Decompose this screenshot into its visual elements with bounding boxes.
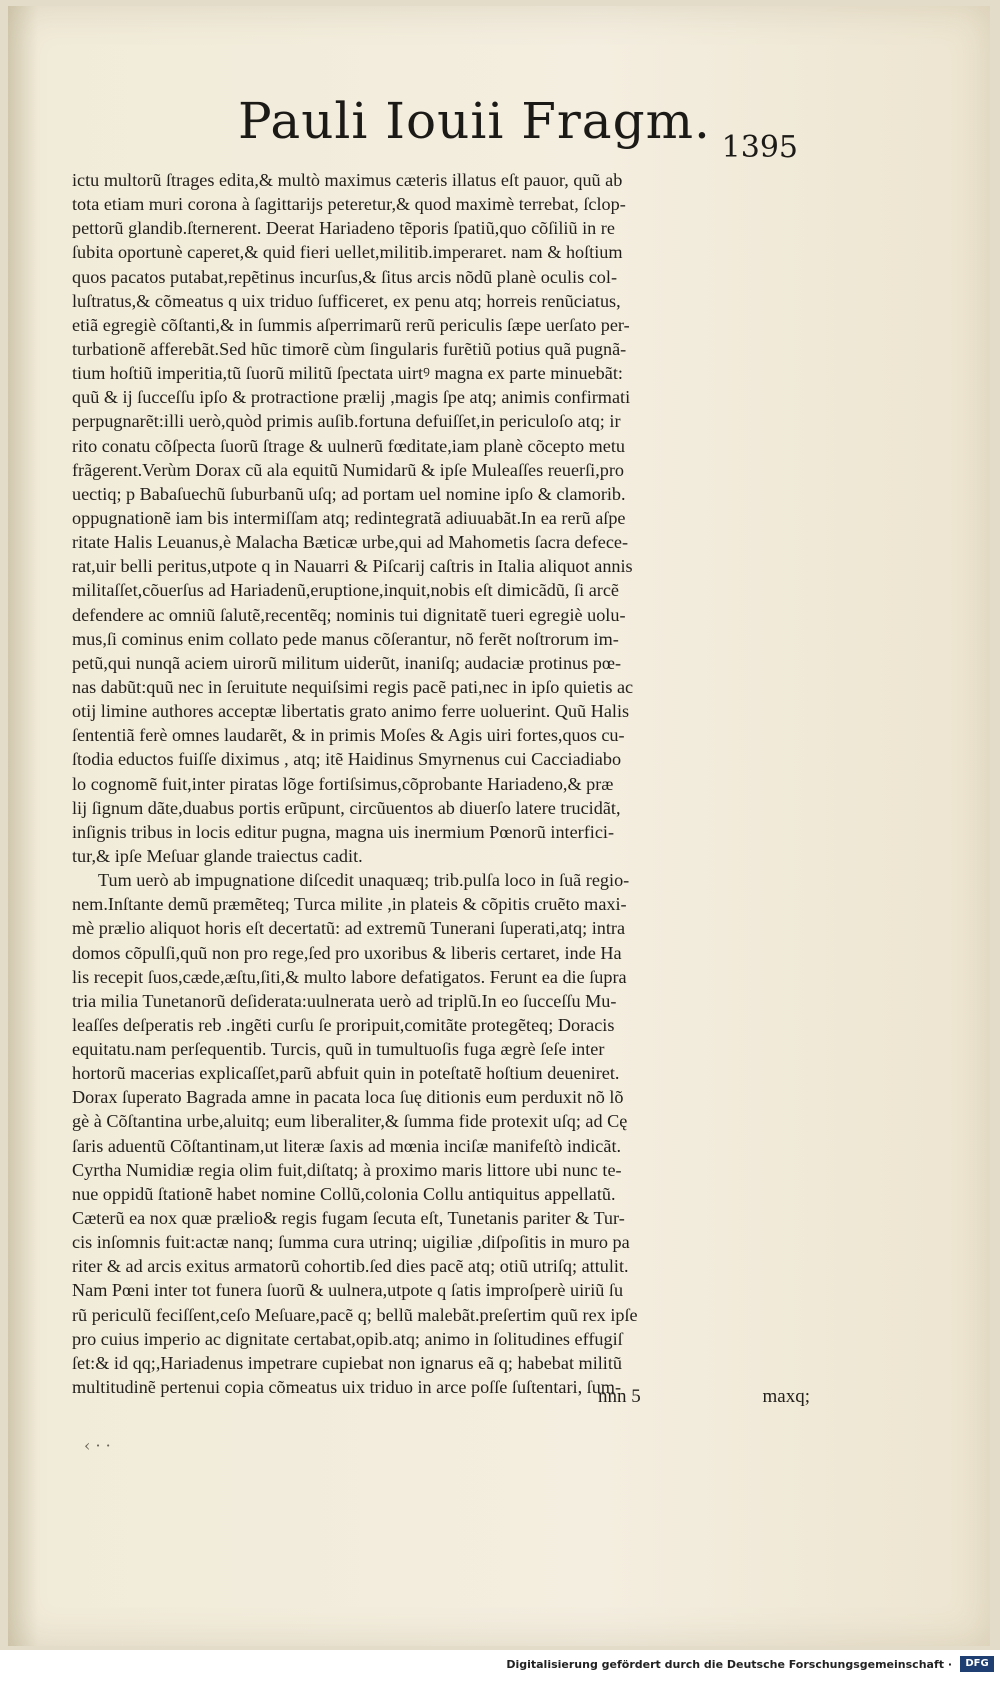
text-line: cis inſomnis fuit:actæ nanq; ſumma cura utrinq; uigiliæ ,diſpoſitis in muro pa	[72, 1232, 630, 1253]
text-line: gè à Cõſtantina urbe,aluitq; eum liberaliter,& ſumma fide protexit uſq; ad Cę	[72, 1111, 628, 1132]
text-line: Dorax ſuperato Bagrada amne in pacata loca ſuę ditionis eum perduxit nõ lõ	[72, 1087, 624, 1108]
text-line: rito conatu cõſpecta ſuorũ ſtrage & uulnerũ fœditate,iam planè cõcepto metu	[72, 435, 625, 456]
text-line: lo cognomẽ fuit,inter piratas lõge fortiſsimus,cõprobante Hariadeno,& præ	[72, 773, 614, 794]
text-line: ſtodia eductos fuiſſe diximus , atq; itẽ Haidinus Smyrnenus cui Cacciadiabo	[72, 749, 622, 770]
text-line: nue oppidũ ſtationẽ habet nomine Collũ,colonia Collu antiquitus appellatũ.	[72, 1183, 616, 1204]
text-line: ſententiã ferè omnes laudarẽt, & in primis Moſes & Agis uiri fortes,quos cu-	[72, 725, 625, 746]
digitization-credit: Digitalisierung gefördert durch die Deutsche Forschungsgemeinschaft ·	[506, 1658, 952, 1671]
text-line: perpugnarẽt:illi uerò,quòd primis auſib.fortuna defuiſſet,in periculoſo atq; ir	[72, 411, 621, 432]
credit-bar	[0, 1650, 1000, 1683]
text-line: inſignis tribus in locis editur pugna, magna uis inermium Pœnorũ interfici-	[72, 821, 615, 842]
text-line: tria milia Tunetanorũ deſiderata:uulnerata uerò ad triplũ.In eo ſucceſſu Mu-	[72, 990, 617, 1011]
book-page	[8, 6, 990, 1646]
text-line: hortorũ macerias explicaſſet,parũ abfuit quin in poteſtatẽ hoſtium deueniret.	[72, 1063, 620, 1084]
text-line: etiã egregiè cõſtanti,& in ſummis aſperrimarũ rerũ periculis ſæpe uerſato per-	[72, 314, 630, 335]
text-line: lis recepit ſuos,cæde,æſtu,ſiti,& multo labore defatigatos. Ferunt ea die ſupra	[72, 966, 627, 987]
text-line: tota etiam muri corona à ſagittarijs peteretur,& quod maximè terrebat, ſclop-	[72, 194, 626, 215]
text-line: Tum uerò ab impugnatione diſcedit unaquæq; trib.pulſa loco in ſuã regio-	[98, 870, 630, 891]
page-footer	[578, 1386, 810, 1416]
text-line: pettorũ glandib.ſternerent. Deerat Hariadeno tẽporis ſpatiũ,quo cõſiliũ in re	[72, 218, 615, 239]
text-line: tium hoſtiũ imperitia,tũ ſuorũ militũ ſpectata uirtꝰ magna ex parte minuebãt:	[72, 363, 623, 384]
text-line: tur,& ipſe Meſuar glande traiectus cadit.	[72, 845, 363, 866]
text-line: mus,ſi cominus enim collato pede manus cõſerantur, nõ ferẽt noſtrorum im-	[72, 628, 619, 649]
text-line: equitatu.nam perſequentib. Turcis, quũ in tumultuoſis fuga ægrè ſeſe inter	[72, 1039, 605, 1060]
text-line: multitudinẽ pertenui copia cõmeatus uix triduo in arce poſſe ſuſtentari, ſum-	[72, 1377, 622, 1398]
text-line: rat,uir belli peritus,utpote q in Nauarri & Piſcarij caſtris in Italia aliquot annis	[72, 556, 633, 577]
text-line: pro cuius imperio ac dignitate certabat,opib.atq; animo in ſolitudines effugiſ	[72, 1328, 623, 1349]
text-line: Nam Pœni inter tot funera ſuorũ & uulnera,utpote q ſatis improſperè uiriũ ſu	[72, 1280, 624, 1301]
page-title: Pauli Iouii Fragm.	[238, 92, 711, 150]
text-line: rũ periculũ feciſſent,ceſo Meſuare,pacẽ q; bellũ malebãt.preſertim quũ rex ipſe	[72, 1304, 638, 1325]
body-text	[72, 168, 812, 1399]
marginal-marks: ‹ · ·	[84, 1436, 111, 1455]
text-line: quũ & ij ſucceſſu ipſo & protractione prælij ,magis ſpe atq; animis confirmati	[72, 387, 631, 408]
text-line: ritate Halis Leuanus,è Malacha Bæticæ urbe,qui ad Mahometis ſacra defece-	[72, 532, 629, 553]
running-head	[238, 92, 798, 165]
text-line: uectiq; p Babaſuechũ ſuburbanũ uſq; ad portam uel nomine ipſo & clamorib.	[72, 483, 626, 504]
catchword: maxq;	[762, 1386, 810, 1407]
text-line: Cyrtha Numidiæ regia olim fuit,diſtatq; à proximo maris littore ubi nunc te-	[72, 1159, 622, 1180]
text-line: nas dabũt:quũ nec in ſeruitute nequiſsimi regis pacẽ pati,nec in ipſo quietis ac	[72, 676, 634, 697]
text-line: quos pacatos putabat,repẽtinus incurſus,& ſitus arcis nõdũ planè oculis col-	[72, 266, 617, 287]
text-line: ſet:& id qq;,Hariadenus impetrare cupiebat non ignarus eã q; habebat militũ	[72, 1352, 623, 1373]
text-line: lij ſignum dãte,duabus portis erũpunt, circũuentos ab diuerſo latere trucidãt,	[72, 797, 621, 818]
text-line: riter & ad arcis exitus armatorũ cohortib.ſed dies pacẽ atq; otiũ utriſq; attulit.	[72, 1256, 629, 1277]
dfg-logo: DFG	[960, 1656, 994, 1672]
signature-mark: nnn 5	[598, 1386, 641, 1407]
page-number: 1395	[721, 130, 798, 165]
text-line: ictu multorũ ſtrages edita,& multò maximus cæteris illatus eſt pauor, quũ ab	[72, 170, 623, 190]
text-line: nem.Inſtante demũ præmẽteq; Turca milite ,in plateis & cõpitis cruẽto maxi-	[72, 894, 627, 915]
text-line: defendere ac omniũ ſalutẽ,recentẽq; nominis tui dignitatẽ tueri egregiè uolu-	[72, 604, 626, 625]
text-line: frãgerent.Verùm Dorax cũ ala equitũ Numidarũ & ipſe Muleaſſes reuerſi,pro	[72, 459, 624, 480]
text-line: mè prælio aliquot horis eſt decertatũ: ad extremũ Tunerani ſuperati,atq; intra	[72, 918, 626, 939]
text-line: turbationẽ afferebãt.Sed hũc timorẽ cùm ſingularis furẽtiũ potius quã pugnã-	[72, 338, 627, 359]
text-line: petũ,qui nunqã aciem uirorũ militum uiderũt, inaniſq; audaciæ protinus pœ-	[72, 652, 622, 673]
text-line: ſubita oportunè caperet,& quid fieri uellet,militib.imperaret. nam & hoſtium	[72, 242, 623, 263]
text-line: oppugnationẽ iam bis intermiſſam atq; redintegratã adiuuabãt.In ea rerũ aſpe	[72, 507, 626, 528]
text-line: leaſſes deſperatis reb .ingẽti curſu ſe proripuit,comitãte protegẽteq; Doracis	[72, 1014, 615, 1035]
text-line: ſaris aduentũ Cõſtantinam,ut literæ ſaxis ad mœnia inciſæ manifeſtò indicãt.	[72, 1135, 622, 1156]
text-line: militaſſet,cõuerſus ad Hariadenũ,eruptione,inquit,nobis eſt dimicãdũ, ſi arcẽ	[72, 580, 619, 601]
text-line: luſtratus,& cõmeatus q uix triduo ſufficeret, ex penu atq; horreis renũciatus,	[72, 290, 621, 311]
text-line: domos cõpulſi,quũ non pro rege,ſed pro uxoribus & liberis certaret, inde Ha	[72, 942, 622, 963]
text-line: otij limine authores acceptæ libertatis grato animo ferre uoluerint. Quũ Halis	[72, 701, 630, 722]
text-line: Cæterũ ea nox quæ prælio& regis fugam ſecuta eſt, Tunetanis pariter & Tur-	[72, 1208, 625, 1229]
